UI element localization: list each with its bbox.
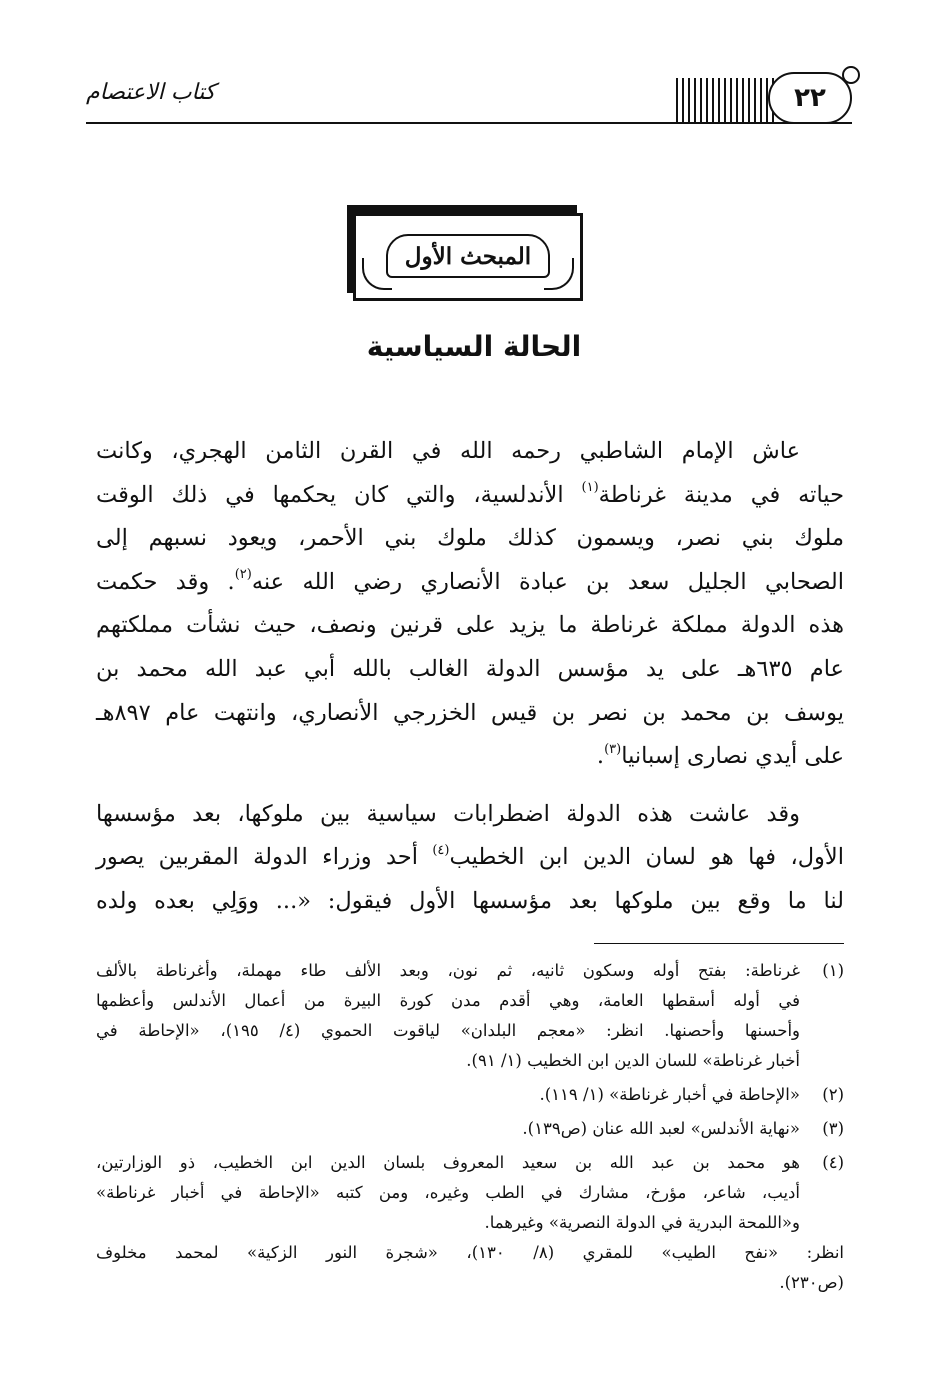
section-label: المبحث الأول — [386, 234, 550, 278]
footnote-line: و«اللمحة البدرية في الدولة النصرية» وغيرهما. — [484, 1213, 800, 1232]
body-text-run: الصحابي الجليل سعد بن عبادة الأنصاري رضي الله عنه — [251, 568, 844, 595]
footnote-ref-3[interactable]: (٣) — [604, 741, 622, 757]
body-line — [96, 517, 844, 561]
footnote-line: أديب، شاعر، مؤرخ، مشارك في الطب وغيره، ومن كتبه «الإحاطة في أخبار غرناطة» — [96, 1183, 800, 1202]
body-text-run: لنا ما وقع بين ملوكها بعد مؤسسها الأول فيقول: «... ووَلِي بعده ولده — [96, 887, 844, 914]
footnote-line: انظر: «نفح الطيب» للمقري (٨/ ١٣٠)، «شجرة النور الزكية» لمحمد مخلوف — [96, 1243, 844, 1262]
body-text-run: على أيدي نصارى إسبانيا — [621, 743, 844, 770]
body-text-run: يوسف بن محمد بن نصر بن قيس الخزرجي الأنصاري، وانتهت عام ٨٩٧هـ — [96, 699, 844, 726]
footnote-1 — [96, 956, 844, 1076]
footnote-line: غرناطة: بفتح أوله وسكون ثانيه، ثم نون، وبعد الألف طاء مهملة، وأغرناطة بالألف — [96, 961, 800, 980]
footnote-ref-4[interactable]: (٤) — [432, 842, 450, 858]
body-text-run: عاش الإمام الشاطبي رحمه الله في القرن الثامن الهجري، وكانت — [96, 438, 800, 464]
page-number: ٢٢ — [768, 72, 852, 124]
body-line — [96, 561, 844, 605]
body-text-run: الأول، فها هو لسان الدين ابن الخطيب — [449, 844, 844, 871]
footnote-number: (٣) — [822, 1119, 844, 1138]
footnote-ref-2[interactable]: (٢) — [234, 567, 252, 583]
paragraph-gap — [96, 779, 844, 793]
body-line — [96, 836, 844, 880]
body-text-run: ملوك بني نصر، ويسمون كذلك ملوك بني الأحمر، ويعود نسبهم إلى — [96, 525, 844, 552]
body-line — [96, 793, 844, 837]
footnote-line: «الإحاطة في أخبار غرناطة» (١/ ١١٩). — [539, 1085, 800, 1104]
footnote-4 — [96, 1148, 844, 1238]
body-line — [96, 604, 844, 648]
body-line — [96, 648, 844, 692]
body-text-run: الأندلسية، والتي كان يحكمها في ذلك الوقت — [96, 481, 564, 508]
book-title: كتاب الاعتصام — [86, 80, 216, 105]
footnote-number: (٢) — [822, 1085, 844, 1104]
body-line — [96, 735, 844, 779]
footnote-line: «نهاية الأندلس» لعبد الله عنان (ص١٣٩). — [522, 1119, 800, 1138]
footnote-ref-1[interactable]: (١) — [581, 480, 599, 496]
header-rule — [86, 122, 852, 124]
section-heading-box — [353, 213, 583, 301]
footnotes — [96, 956, 844, 1298]
body-line — [96, 692, 844, 736]
page-header — [86, 62, 852, 128]
footnote-3 — [96, 1114, 844, 1144]
body-text-run: وقد عاشت هذه الدولة اضطرابات سياسية بين ملوكها، بعد مؤسسها — [96, 800, 800, 827]
body-line — [96, 430, 844, 474]
footnote-4-sources — [96, 1238, 844, 1298]
footnote-line: وأحسنها وأحصنها. انظر: «معجم البلدان» لياقوت الحموي (٤/ ١٩٥)، «الإحاطة في — [96, 1021, 800, 1040]
body-text — [96, 430, 844, 924]
footnote-number: (٤) — [822, 1153, 844, 1172]
footnote-line: هو محمد بن عبد الله بن سعيد المعروف بلسان الدين ابن الخطيب، ذو الوزارتين، — [96, 1153, 800, 1172]
body-text-run: . — [596, 743, 605, 770]
body-line — [96, 474, 844, 518]
footnote-separator — [594, 943, 844, 944]
body-text-run: عام ٦٣٥هـ على يد مؤسس الدولة الغالب بالله أبي عبد الله محمد بن — [96, 655, 844, 682]
footnote-number: (١) — [822, 961, 844, 980]
body-text-run: . وقد حكمت — [96, 568, 235, 595]
body-line — [96, 880, 844, 924]
footnote-line: في أوله أسقطها العامة، وهي أقدم مدن كورة البيرة من أعمال الأندلس وأعظمها — [96, 991, 800, 1010]
body-text-run: هذه الدولة مملكة غرناطة ما يزيد على قرنين ونصف، حيث نشأت مملكتهم — [96, 612, 844, 639]
header-ornament-bars — [676, 78, 778, 122]
body-text-run: حياته في مدينة غرناطة — [598, 481, 845, 508]
footnote-line: (ص٢٣٠). — [779, 1273, 844, 1292]
footnote-2 — [96, 1080, 844, 1110]
chapter-title: الحالة السياسية — [366, 330, 582, 363]
body-text-run: أحد وزراء الدولة المقربين يصور — [96, 844, 433, 871]
page-number-ornament — [662, 72, 852, 122]
footnote-line: أخبار غرناطة» للسان الدين ابن الخطيب (١/ ٩١). — [466, 1051, 800, 1070]
